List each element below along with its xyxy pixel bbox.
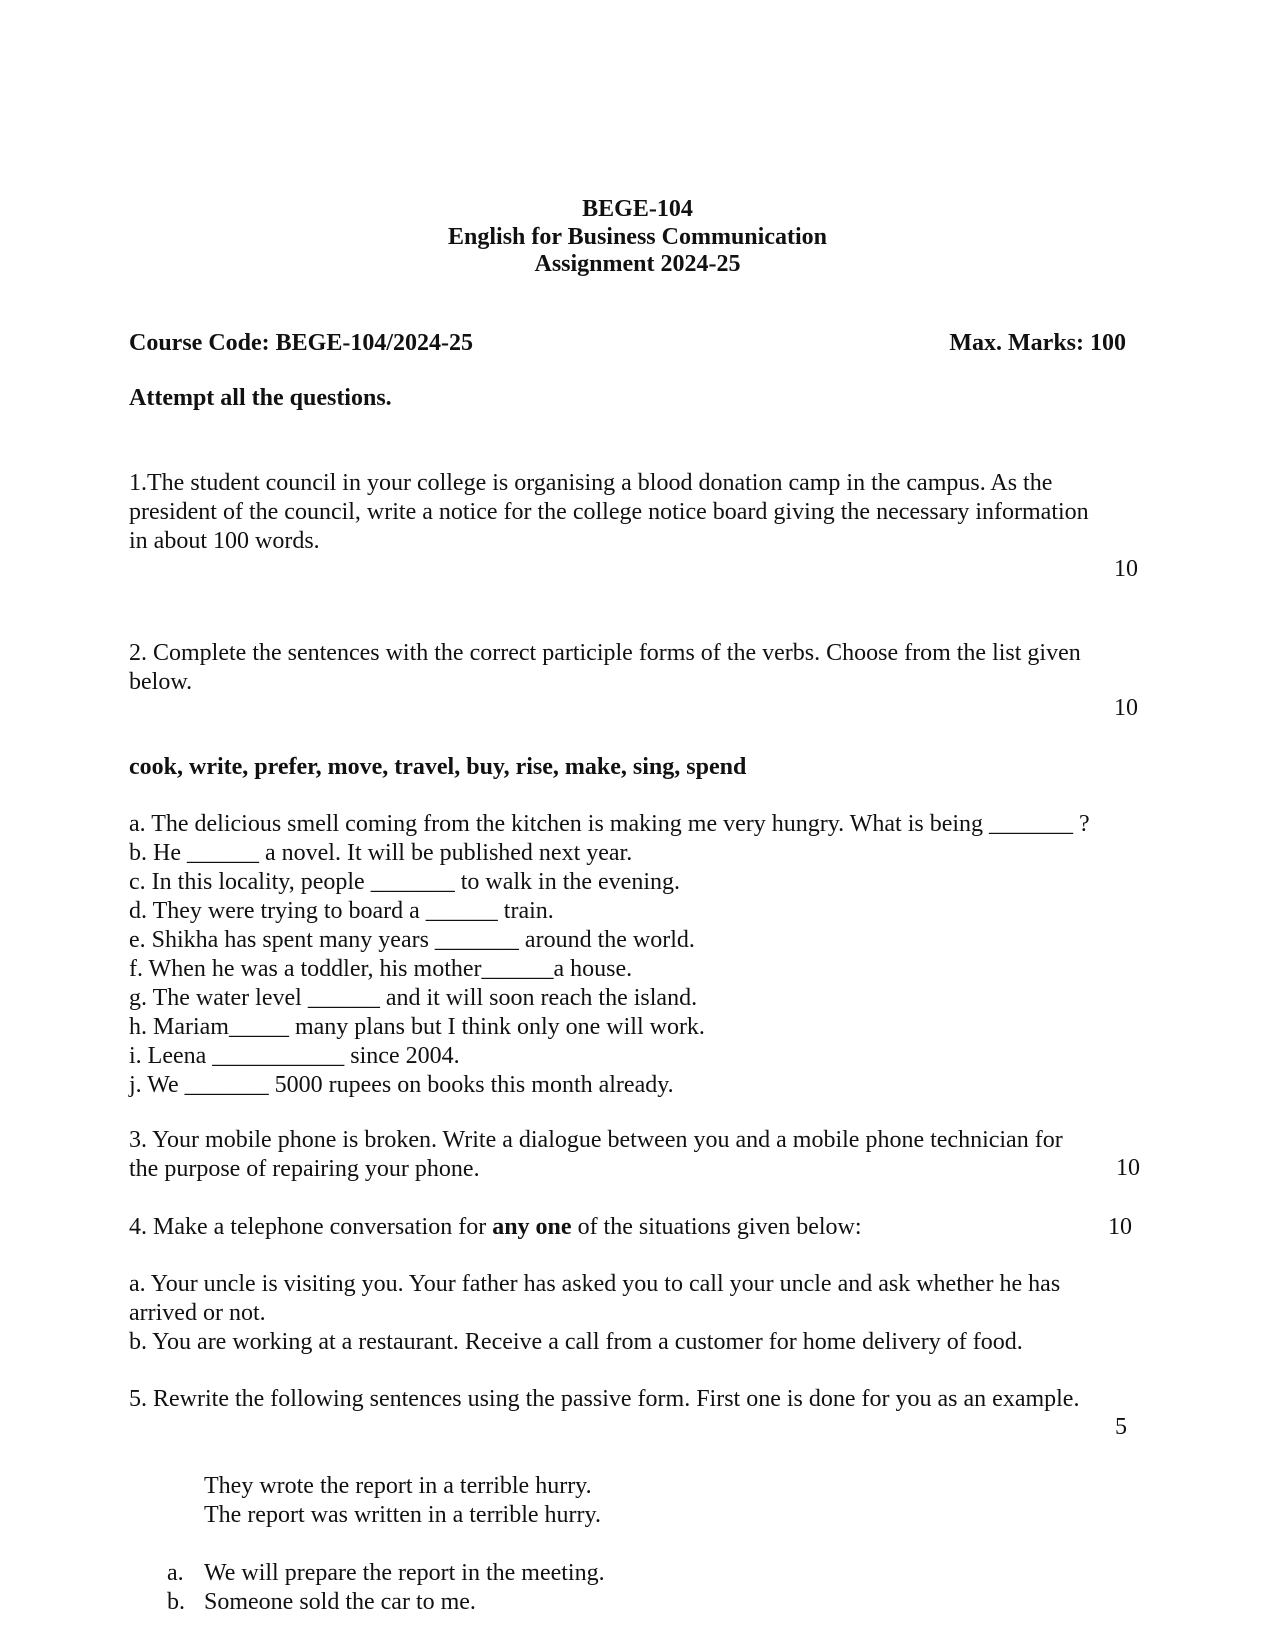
question-3 [129, 1126, 1139, 1184]
list-item: i. Leena ___________ since 2004. [129, 1043, 460, 1069]
list-item [167, 1588, 605, 1617]
q1-line: 1.The student council in your college is organising a blood donation camp in the campus. As the [129, 470, 1053, 496]
list-marker: a. [167, 1560, 184, 1586]
question-1 [129, 469, 1139, 556]
course-code: Course Code: BEGE-104/2024-25 [129, 330, 473, 356]
list-item: d. They were trying to board a ______ train. [129, 898, 554, 924]
example-active: They wrote the report in a terrible hurry. [204, 1473, 592, 1499]
list-item: a. Your uncle is visiting you. Your father has asked you to call your uncle and ask whether he has [129, 1271, 1061, 1297]
q2-items [129, 810, 1179, 1100]
q4-emphasis: any one [492, 1214, 572, 1240]
q1-line: in about 100 words. [129, 528, 320, 554]
question-2 [129, 639, 1139, 697]
q1-line: president of the council, write a notice for the college notice board giving the necessary information [129, 499, 1089, 525]
list-item: arrived or not. [129, 1300, 266, 1326]
q2-line: below. [129, 669, 193, 695]
list-text: We will prepare the report in the meeting. [204, 1560, 605, 1586]
list-item: c. In this locality, people _______ to walk in the evening. [129, 869, 680, 895]
course-title: English for Business Communication [448, 224, 827, 250]
max-marks: Max. Marks: 100 [949, 330, 1126, 356]
q5-example [204, 1472, 601, 1530]
q4-items [129, 1270, 1139, 1357]
q3-marks: 10 [1116, 1155, 1140, 1181]
list-marker: b. [167, 1589, 185, 1615]
list-item: h. Mariam_____ many plans but I think only one will work. [129, 1014, 705, 1040]
list-item [167, 1559, 605, 1588]
assignment-subtitle: Assignment 2024-25 [534, 251, 741, 277]
q4-text: of the situations given below: [571, 1214, 862, 1240]
q5-items [167, 1559, 605, 1617]
list-item: b. He ______ a novel. It will be published next year. [129, 840, 633, 866]
example-passive: The report was written in a terrible hurry. [204, 1502, 601, 1528]
q4-text: 4. Make a telephone conversation for [129, 1214, 493, 1240]
q2-line: 2. Complete the sentences with the correct participle forms of the verbs. Choose from the list given [129, 640, 1081, 666]
q1-marks: 10 [1114, 556, 1138, 582]
course-code-heading: BEGE-104 [582, 196, 693, 222]
list-item: e. Shikha has spent many years _______ around the world. [129, 927, 695, 953]
question-4 [129, 1213, 1139, 1242]
list-item: g. The water level ______ and it will soon reach the island. [129, 985, 698, 1011]
list-text: Someone sold the car to me. [204, 1589, 476, 1615]
list-item: f. When he was a toddler, his mother______a house. [129, 956, 633, 982]
question-5: 5. Rewrite the following sentences using the passive form. First one is done for you as an example. [129, 1386, 1080, 1412]
list-item: b. You are working at a restaurant. Receive a call from a customer for home delivery of food. [129, 1329, 1023, 1355]
list-item: a. The delicious smell coming from the kitchen is making me very hungry. What is being _______ ? [129, 811, 1090, 837]
q3-line: 3. Your mobile phone is broken. Write a dialogue between you and a mobile phone technician for [129, 1127, 1063, 1153]
q4-marks: 10 [1108, 1214, 1132, 1240]
q5-marks: 5 [1115, 1414, 1127, 1440]
list-item: j. We _______ 5000 rupees on books this month already. [129, 1072, 674, 1098]
q3-line: the purpose of repairing your phone. [129, 1156, 480, 1182]
instruction: Attempt all the questions. [129, 385, 392, 411]
q2-marks: 10 [1114, 695, 1138, 721]
word-list: cook, write, prefer, move, travel, buy, rise, make, sing, spend [129, 754, 747, 780]
